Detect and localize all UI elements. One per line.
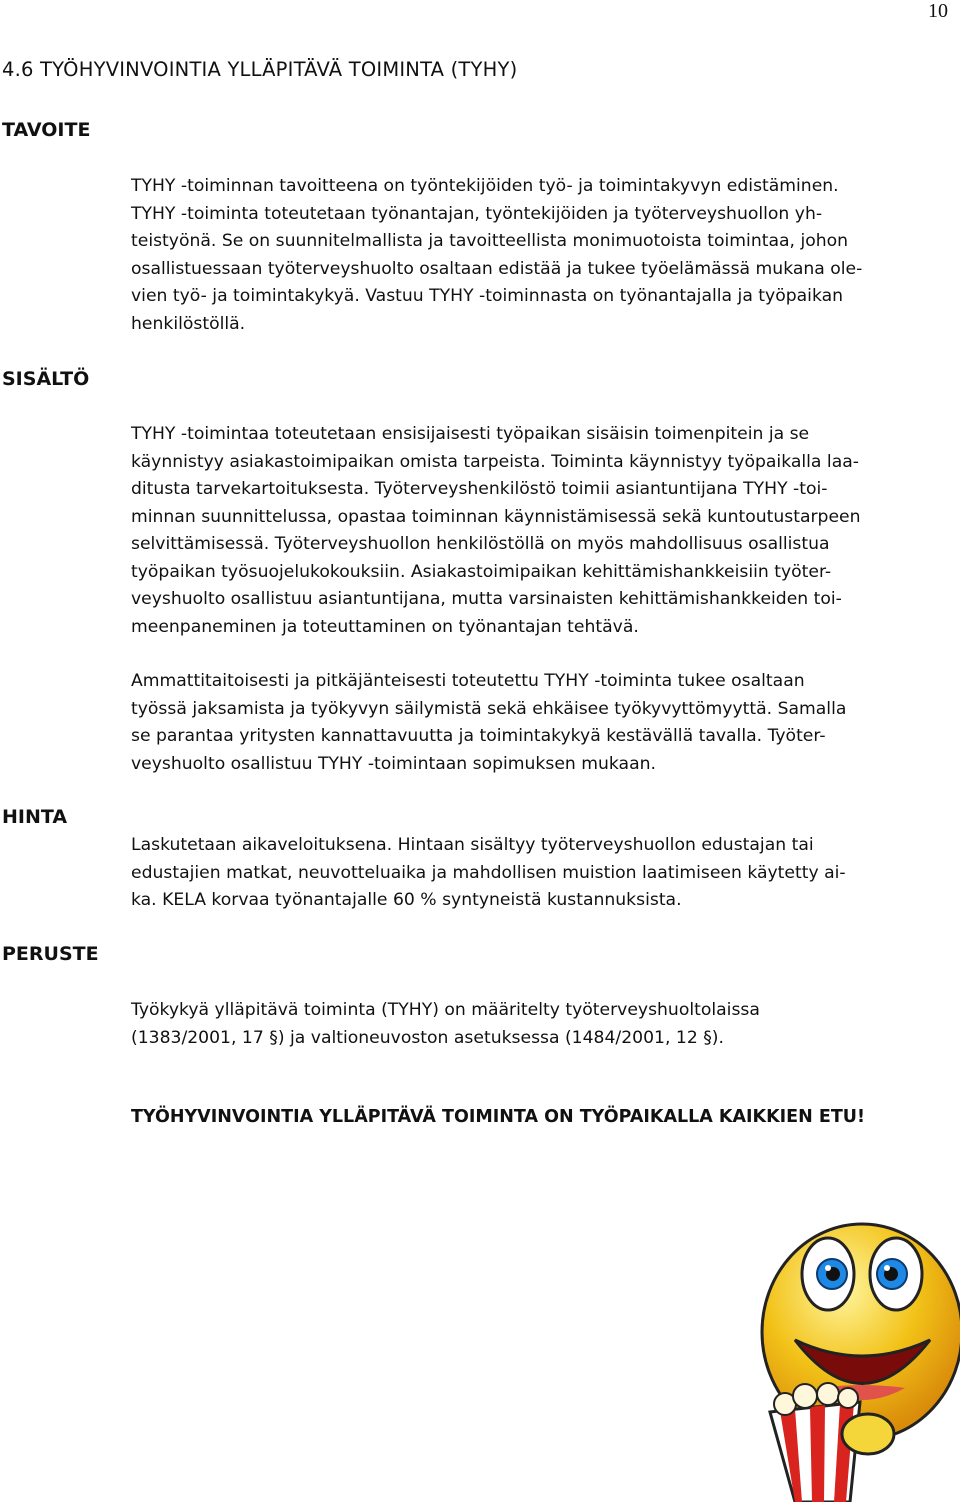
text-line: edustajien matkat, neuvotteluaika ja mahdollisen muistion laatimiseen käytetty ai- [131,862,846,883]
page-title: 4.6 TYÖHYVINVOINTIA YLLÄPITÄVÄ TOIMINTA (TYHY) [2,58,518,81]
sisalto-paragraph-1 [131,421,946,641]
section-label-hinta: HINTA [2,806,68,828]
text-line: Laskutetaan aikaveloituksena. Hintaan sisältyy työterveyshuollon edustajan tai [131,835,814,855]
peruste-text [131,997,946,1052]
text-line: käynnistyy asiakastoimipaikan omista tarpeista. Toiminta käynnistyy työpaikalla laa- [131,451,859,472]
text-line: osallistuessaan työterveyshuolto osaltaan edistää ja tukee työelämässä mukana ole- [131,258,863,279]
text-line: minnan suunnittelussa, opastaa toiminnan käynnistämisessä sekä kuntoutustarpeen [131,506,861,527]
text-line: työpaikan työsuojelukokouksiin. Asiakastoimipaikan kehittämishankkeisiin työter- [131,561,832,582]
text-line: se parantaa yritysten kannattavuutta ja toimintakykyä kestävällä tavalla. Työter- [131,726,826,746]
text-line: ka. KELA korvaa työnantajalle 60 % syntyneistä kustannuksista. [131,890,682,910]
text-line: henkilöstöllä. [131,313,246,334]
text-line: TYHY -toiminta toteutetaan työnantajan, työntekijöiden ja työterveyshuollon yh- [131,203,823,224]
smiley-popcorn-icon [750,1212,960,1502]
tavoite-text [131,173,946,338]
section-label-tavoite: TAVOITE [2,119,91,141]
text-line: meenpaneminen ja toteuttaminen on työnantajan tehtävä. [131,616,639,637]
page-number: 10 [928,0,948,22]
text-line: TYHY -toiminnan tavoitteena on työntekijöiden työ- ja toimintakyvyn edistäminen. [131,176,839,196]
sisalto-paragraph-2 [131,668,946,778]
closing-statement: TYÖHYVINVOINTIA YLLÄPITÄVÄ TOIMINTA ON TYÖPAIKALLA KAIKKIEN ETU! [131,1107,865,1127]
section-label-peruste: PERUSTE [2,943,99,965]
text-line: veyshuolto osallistuu asiantuntijana, mutta varsinaisten kehittämishankkeiden toi- [131,589,842,609]
text-line: veyshuolto osallistuu TYHY -toimintaan sopimuksen mukaan. [131,753,656,774]
text-line: (1383/2001, 17 §) ja valtioneuvoston asetuksessa (1484/2001, 12 §). [131,1027,724,1048]
text-line: teistyönä. Se on suunnitelmallista ja tavoitteellista monimuotoista toimintaa, johon [131,231,849,251]
text-line: työssä jaksamista ja työkyvyn säilymistä sekä ehkäisee työkyvyttömyyttä. Samalla [131,698,847,719]
hinta-text [131,832,946,915]
text-line: Työkykyä ylläpitävä toiminta (TYHY) on määritelty työterveyshuoltolaissa [131,1000,760,1020]
text-line: ditusta tarvekartoituksesta. Työterveyshenkilöstö toimii asiantuntijana TYHY -toi- [131,479,828,499]
text-line: vien työ- ja toimintakykyä. Vastuu TYHY -toiminnasta on työnantajalla ja työpaikan [131,286,844,306]
section-label-sisalto: SISÄLTÖ [2,368,90,390]
text-line: selvittämisessä. Työterveyshuollon henkilöstöllä on myös mahdollisuus osallistua [131,534,830,554]
text-line: TYHY -toimintaa toteutetaan ensisijaisesti työpaikan sisäisin toimenpitein ja se [131,424,810,444]
text-line: Ammattitaitoisesti ja pitkäjänteisesti toteutettu TYHY -toiminta tukee osaltaan [131,671,805,691]
smiley-hand [842,1414,894,1454]
